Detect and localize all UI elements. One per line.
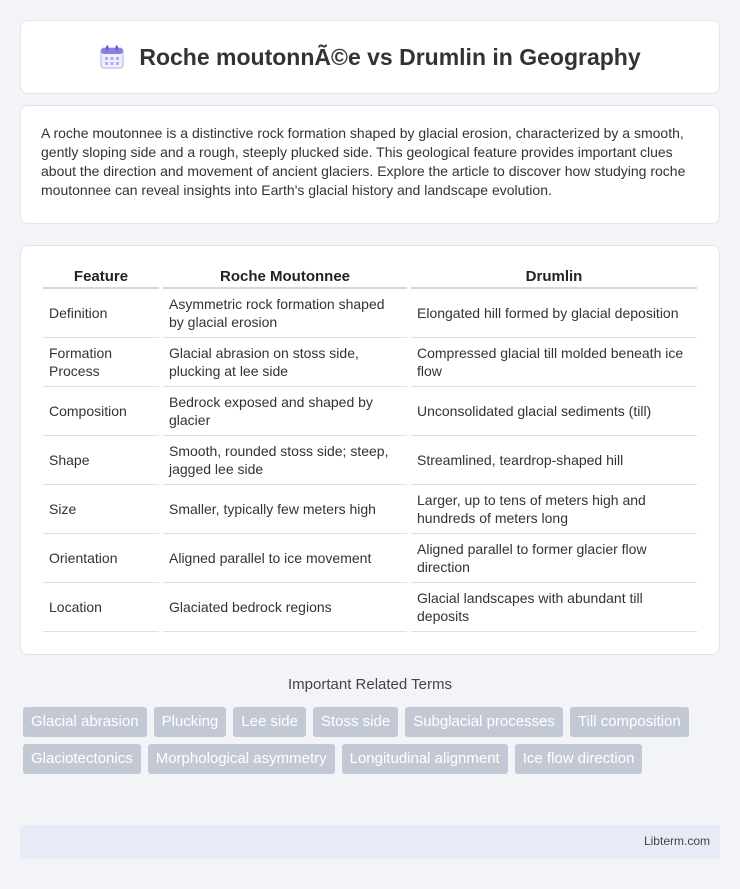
row-feature: Size <box>43 485 159 534</box>
row-feature: Orientation <box>43 534 159 583</box>
row-roche-value: Smooth, rounded stoss side; steep, jagged lee side <box>163 436 407 485</box>
row-roche-value: Asymmetric rock formation shaped by glacial erosion <box>163 289 407 338</box>
row-feature: Composition <box>43 387 159 436</box>
row-drumlin-value: Streamlined, teardrop-shaped hill <box>411 436 697 485</box>
table-row <box>43 338 697 387</box>
related-terms-title: Important Related Terms <box>288 676 452 693</box>
table-row <box>43 436 697 485</box>
related-term-tag[interactable]: Plucking <box>154 707 227 737</box>
row-roche-value: Bedrock exposed and shaped by glacier <box>163 387 407 436</box>
related-term-tag[interactable]: Subglacial processes <box>405 707 563 737</box>
row-feature: Definition <box>43 289 159 338</box>
row-feature: Formation Process <box>43 338 159 387</box>
related-term-tag[interactable]: Longitudinal alignment <box>342 744 508 774</box>
intro-card <box>20 105 720 224</box>
related-term-tag[interactable]: Lee side <box>233 707 306 737</box>
header-drumlin: Drumlin <box>411 264 697 289</box>
intro-paragraph: A roche moutonnee is a distinctive rock formation shaped by glacial erosion, characterized by a smooth, gently sloping side and a rough, steeply plucked side. This geological feature provides important clues about the direction and movement of ancient glaciers. Explore the article to discover how studying roche moutonnee can reveal insights into Earth's glacial history and landscape evolution. <box>41 125 686 198</box>
row-roche-value: Glacial abrasion on stoss side, plucking at lee side <box>163 338 407 387</box>
row-roche-value: Aligned parallel to ice movement <box>163 534 407 583</box>
related-terms-list <box>23 707 723 774</box>
related-term-tag[interactable]: Glacial abrasion <box>23 707 147 737</box>
table-row <box>43 583 697 632</box>
calendar-icon <box>99 44 125 70</box>
comparison-card <box>20 245 720 655</box>
table-row <box>43 534 697 583</box>
related-term-tag[interactable]: Glaciotectonics <box>23 744 141 774</box>
row-drumlin-value: Glacial landscapes with abundant till deposits <box>411 583 697 632</box>
related-term-tag[interactable]: Morphological asymmetry <box>148 744 335 774</box>
footer <box>20 825 720 859</box>
page-title: Roche moutonnÃ©e vs Drumlin in Geography <box>139 43 641 70</box>
related-term-tag[interactable]: Ice flow direction <box>515 744 643 774</box>
row-drumlin-value: Larger, up to tens of meters high and hundreds of meters long <box>411 485 697 534</box>
row-roche-value: Glaciated bedrock regions <box>163 583 407 632</box>
related-term-tag[interactable]: Till composition <box>570 707 689 737</box>
header-roche-moutonnee: Roche Moutonnee <box>163 264 407 289</box>
table-row <box>43 387 697 436</box>
title-wrap <box>99 44 640 71</box>
row-drumlin-value: Unconsolidated glacial sediments (till) <box>411 387 697 436</box>
table-row <box>43 485 697 534</box>
row-feature: Location <box>43 583 159 632</box>
related-term-tag[interactable]: Stoss side <box>313 707 398 737</box>
header-card <box>20 20 720 94</box>
header-feature: Feature <box>43 264 159 289</box>
row-roche-value: Smaller, typically few meters high <box>163 485 407 534</box>
comparison-table <box>43 264 697 632</box>
row-drumlin-value: Compressed glacial till molded beneath ice flow <box>411 338 697 387</box>
row-drumlin-value: Aligned parallel to former glacier flow direction <box>411 534 697 583</box>
footer-site-link[interactable]: Libterm.com <box>643 834 710 848</box>
table-row <box>43 289 697 338</box>
row-feature: Shape <box>43 436 159 485</box>
table-header-row <box>43 264 697 289</box>
row-drumlin-value: Elongated hill formed by glacial deposition <box>411 289 697 338</box>
